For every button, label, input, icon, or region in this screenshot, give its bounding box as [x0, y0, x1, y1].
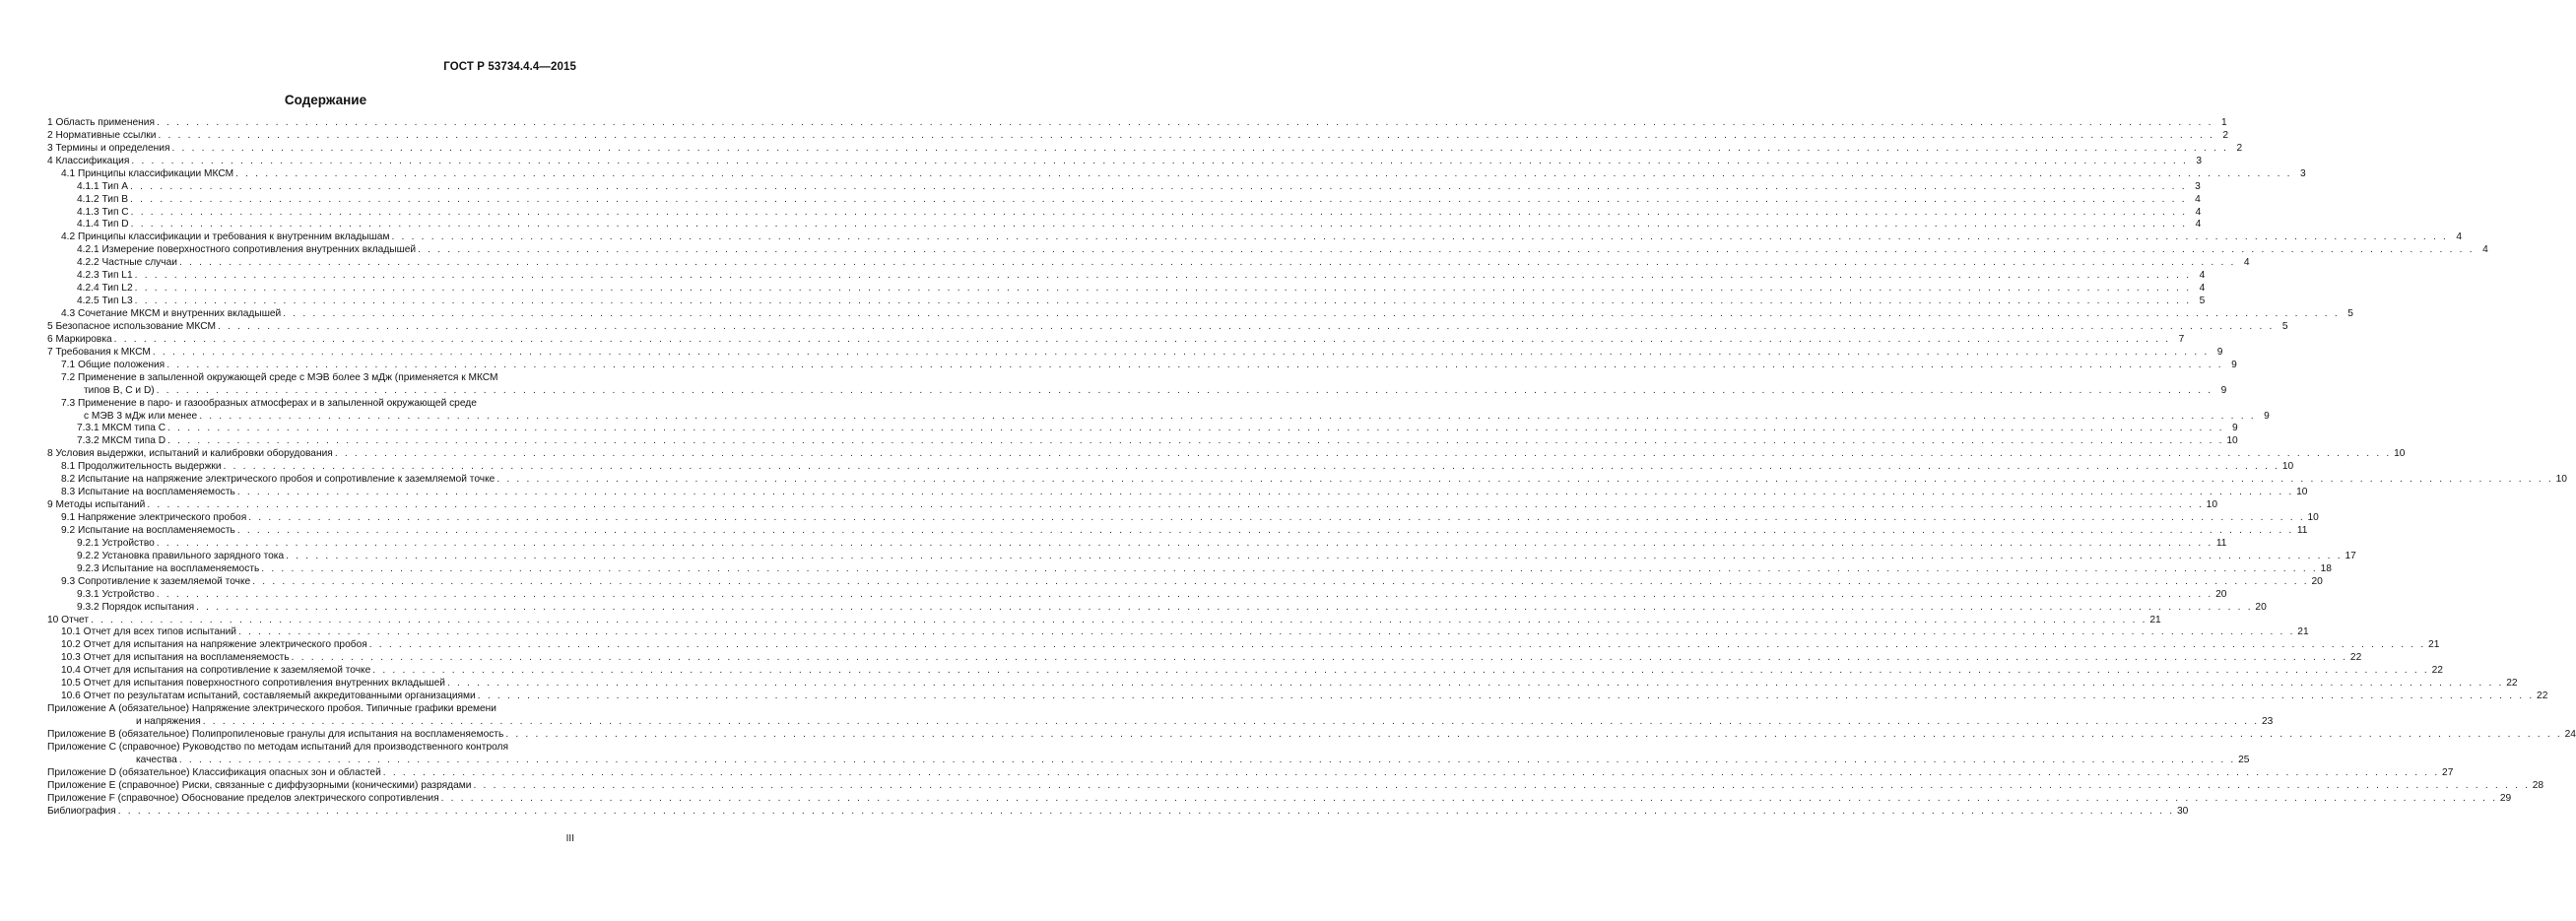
toc-entry-title: 4 Классификация — [47, 155, 130, 166]
toc-entry-title: 8.2 Испытание на напряжение электрического пробоя и сопротивление к заземляемой точке — [61, 474, 495, 486]
toc-entry-title: 9.2.1 Устройство — [77, 537, 155, 549]
toc-entry-page: 4 — [2195, 219, 2202, 230]
toc-leader-dots — [179, 257, 2236, 269]
page-title: Содержание — [284, 93, 367, 107]
toc-entry — [47, 410, 2270, 423]
toc-entry — [47, 307, 2353, 320]
toc-entry-title: 4.1.1 Тип А — [77, 180, 129, 192]
toc-entry — [47, 243, 2488, 256]
toc-entry — [47, 562, 2332, 575]
toc-entry-title: 10.3 Отчет для испытания на воспламеняемость — [61, 652, 290, 664]
document-standard-number: ГОСТ Р 53734.4.4—2015 — [443, 61, 576, 73]
toc-entry-title: Приложение D (обязательное) Классификация опасных зон и областей — [47, 766, 381, 778]
toc-entry-page: 4 — [2456, 231, 2463, 243]
toc-entry — [47, 320, 2288, 333]
toc-entry-title: Приложение А (обязательное) Напряжение электрического пробоя. Типичные графики времени — [47, 703, 496, 715]
toc-entry-title: 4.2.3 Тип L1 — [77, 270, 133, 282]
toc-entry — [47, 129, 2229, 142]
toc-entry — [47, 741, 575, 754]
toc-entry — [47, 702, 575, 715]
toc-leader-dots — [235, 168, 2292, 180]
toc-entry-page: 21 — [2149, 614, 2161, 625]
toc-entry-title: 4.2 Принципы классификации и требования к внутренним вкладышам — [61, 231, 390, 243]
toc-entry-page: 27 — [2442, 766, 2454, 778]
toc-leader-dots — [283, 308, 2340, 320]
toc-leader-dots — [418, 244, 2475, 256]
toc-leader-dots — [335, 448, 2392, 460]
toc-entry-title: 9.2.3 Испытание на воспламеняемость — [77, 562, 260, 574]
toc-entry — [47, 677, 2518, 690]
toc-entry-title: 9.1 Напряжение электрического пробоя — [61, 512, 247, 523]
toc-entry-page: 10 — [2307, 512, 2319, 523]
toc-entry — [47, 282, 2206, 295]
toc-entry-title: 10.1 Отчет для всех типов испытаний — [61, 626, 237, 638]
toc-entry-title: 3 Термины и определения — [47, 142, 170, 154]
toc-entry-title: 10.2 Отчет для испытания на напряжение электрического пробоя — [61, 639, 367, 651]
toc-entry-title: 9.3.2 Порядок испытания — [77, 601, 195, 613]
toc-entry-title: 9.3.1 Устройство — [77, 588, 155, 600]
toc-entry-page: 28 — [2532, 779, 2544, 791]
toc-entry — [47, 715, 2274, 728]
toc-entry-page: 3 — [2196, 155, 2203, 166]
toc-entry-page: 25 — [2238, 754, 2250, 765]
toc-entry-page: 2 — [2222, 129, 2229, 141]
toc-entry — [47, 690, 2548, 702]
toc-leader-dots — [158, 130, 2214, 142]
table-of-contents — [47, 116, 2576, 818]
toc-entry-title: 4.1 Принципы классификации МКСМ — [61, 167, 234, 179]
toc-entry-title: качества — [136, 754, 177, 765]
toc-leader-dots — [292, 652, 2348, 664]
toc-entry-page: 9 — [2231, 359, 2237, 370]
toc-entry-title: 9 Методы испытаний — [47, 499, 146, 511]
toc-leader-dots — [261, 563, 2318, 575]
toc-leader-dots — [248, 512, 2305, 524]
toc-entry — [47, 460, 2294, 473]
toc-leader-dots — [237, 487, 2294, 498]
toc-entry-page: 10 — [2226, 435, 2238, 447]
toc-entry-title: 4.2.5 Тип L3 — [77, 296, 133, 307]
toc-entry-page: 10 — [2394, 448, 2406, 460]
toc-leader-dots — [286, 551, 2343, 562]
toc-entry-page: 3 — [2195, 180, 2201, 192]
toc-entry-page: 2 — [2236, 142, 2243, 154]
toc-entry — [47, 537, 2227, 550]
toc-entry-page: 9 — [2220, 384, 2227, 396]
toc-entry-page: 7 — [2178, 333, 2185, 345]
toc-entry — [47, 779, 2544, 792]
toc-leader-dots — [196, 602, 2253, 614]
toc-entry-page: 24 — [2564, 728, 2576, 740]
toc-leader-dots — [153, 347, 2210, 359]
toc-entry-title: 8 Условия выдержки, испытаний и калибровки оборудования — [47, 448, 333, 460]
toc-entry-page: 23 — [2262, 716, 2274, 727]
toc-entry-page: 18 — [2320, 562, 2332, 574]
toc-entry — [47, 511, 2319, 524]
toc-entry-title: типов В, С и D) — [84, 384, 155, 396]
toc-entry-title: 9.2 Испытание на воспламеняемость — [61, 524, 235, 536]
toc-entry — [47, 447, 2406, 460]
toc-entry-page: 4 — [2199, 270, 2206, 282]
toc-entry — [47, 371, 575, 384]
toc-entry-title: 4.2.4 Тип L2 — [77, 283, 133, 295]
toc-entry — [47, 167, 2306, 180]
toc-leader-dots — [167, 423, 2224, 434]
toc-entry-page: 9 — [2264, 410, 2270, 422]
toc-entry-title: 10 Отчет — [47, 614, 90, 625]
toc-leader-dots — [135, 283, 2192, 295]
toc-entry — [47, 626, 2309, 639]
toc-entry-page: 4 — [2195, 193, 2201, 205]
toc-entry — [47, 524, 2308, 537]
toc-leader-dots — [147, 499, 2204, 511]
toc-entry-page: 4 — [2199, 283, 2206, 295]
toc-entry — [47, 588, 2227, 601]
toc-entry-page: 29 — [2499, 792, 2512, 804]
toc-entry-title: 7.3.1 МКСМ типа С — [77, 423, 166, 434]
toc-entry — [47, 486, 2308, 498]
toc-leader-dots — [135, 296, 2192, 307]
toc-entry-title: 8.1 Продолжительность выдержки — [61, 461, 222, 473]
toc-leader-dots — [157, 385, 2213, 397]
toc-entry — [47, 397, 575, 410]
toc-entry — [47, 116, 2227, 129]
toc-entry — [47, 601, 2267, 614]
toc-entry-title: Приложение В (обязательное) Полипропиленовые гранулы для испытания на воспламеняемость — [47, 728, 504, 740]
toc-entry — [47, 754, 2250, 766]
toc-leader-dots — [130, 194, 2187, 206]
toc-entry-title: Приложение С (справочное) Руководство по методам испытаний для производственного контроля — [47, 741, 509, 753]
toc-entry-page: 4 — [2482, 244, 2488, 256]
toc-entry-page: 17 — [2345, 550, 2356, 561]
toc-entry — [47, 180, 2201, 193]
toc-leader-dots — [237, 525, 2294, 537]
toc-leader-dots — [167, 435, 2224, 447]
toc-leader-dots — [131, 156, 2188, 167]
toc-leader-dots — [131, 219, 2188, 230]
toc-entry-title: 7.2 Применение в запыленной окружающей среде с МЭВ более 3 мДж (применяется к МКСМ — [61, 371, 498, 383]
toc-leader-dots — [203, 716, 2260, 728]
toc-entry-page: 20 — [2311, 575, 2323, 587]
toc-entry — [47, 473, 2567, 486]
toc-entry — [47, 550, 2356, 562]
toc-leader-dots — [383, 767, 2440, 779]
toc-entry — [47, 269, 2206, 282]
toc-entry-title: 4.2.2 Частные случаи — [77, 257, 177, 269]
toc-entry-title: Приложение F (справочное) Обоснование пределов электрического сопротивления — [47, 792, 439, 804]
toc-entry — [47, 206, 2202, 219]
toc-entry-title: 4.1.4 Тип D — [77, 219, 129, 230]
toc-leader-dots — [447, 678, 2504, 690]
toc-entry — [47, 193, 2201, 206]
toc-entry-page: 20 — [2215, 588, 2227, 600]
toc-entry-title: 5 Безопасное использование МКСМ — [47, 320, 216, 332]
toc-entry-page: 11 — [2296, 524, 2308, 536]
toc-entry-page: 22 — [2431, 665, 2443, 677]
toc-entry-title: и напряжения — [136, 716, 201, 727]
toc-entry — [47, 384, 2227, 397]
toc-leader-dots — [157, 117, 2213, 129]
toc-entry-title: Библиография — [47, 805, 116, 817]
toc-leader-dots — [505, 729, 2562, 741]
toc-leader-dots — [118, 806, 2175, 818]
toc-entry-page: 20 — [2255, 601, 2267, 613]
toc-entry — [47, 728, 2576, 741]
toc-leader-dots — [478, 691, 2535, 702]
toc-entry-page: 10 — [2555, 474, 2567, 486]
toc-leader-dots — [157, 589, 2213, 601]
toc-entry-title: 7 Требования к МКСМ — [47, 346, 151, 358]
toc-entry-page: 21 — [2297, 626, 2309, 638]
toc-leader-dots — [218, 321, 2275, 333]
toc-entry-title: 4.1.3 Тип С — [77, 206, 129, 218]
toc-entry-page: 10 — [2206, 499, 2217, 511]
toc-leader-dots — [114, 334, 2171, 346]
toc-entry-title: 7.1 Общие положения — [61, 359, 165, 370]
toc-entry-title: 9.2.2 Установка правильного зарядного тока — [77, 550, 285, 561]
toc-entry-title: 1 Область применения — [47, 116, 155, 128]
toc-leader-dots — [372, 665, 2429, 677]
toc-leader-dots — [179, 755, 2236, 766]
toc-entry — [47, 333, 2185, 346]
toc-leader-dots — [224, 461, 2280, 473]
toc-entry — [47, 792, 2512, 805]
toc-leader-dots — [199, 411, 2256, 423]
toc-entry — [47, 614, 2161, 626]
toc-leader-dots — [252, 576, 2309, 588]
toc-entry — [47, 766, 2454, 779]
toc-entry-title: 8.3 Испытание на воспламеняемость — [61, 487, 235, 498]
toc-entry — [47, 295, 2206, 307]
toc-entry — [47, 498, 2217, 511]
toc-leader-dots — [238, 626, 2295, 638]
toc-entry-page: 22 — [2349, 652, 2362, 664]
toc-entry — [47, 219, 2202, 231]
toc-leader-dots — [391, 231, 2448, 243]
toc-entry-page: 11 — [2215, 537, 2227, 549]
toc-entry-title: 4.1.2 Тип В — [77, 193, 129, 205]
toc-entry-page: 1 — [2220, 116, 2227, 128]
toc-leader-dots — [166, 360, 2223, 371]
toc-entry-title: 7.3.2 МКСМ типа D — [77, 435, 166, 447]
toc-entry-title: с МЭВ 3 мДж или менее — [84, 410, 198, 422]
toc-entry-title: 7.3 Применение в паро- и газообразных атмосферах и в запыленной окружающей среде — [61, 397, 477, 409]
toc-entry-page: 5 — [2199, 296, 2206, 307]
toc-entry-title: 10.5 Отчет для испытания поверхностного сопротивления внутренних вкладышей — [61, 678, 445, 690]
toc-leader-dots — [157, 538, 2213, 550]
toc-entry — [47, 346, 2223, 359]
toc-leader-dots — [171, 143, 2228, 155]
toc-entry-title: 4.3 Сочетание МКСМ и внутренних вкладышей — [61, 308, 282, 319]
toc-entry-page: 4 — [2243, 257, 2250, 269]
toc-entry-page: 10 — [2281, 461, 2294, 473]
toc-entry-title: Приложение Е (справочное) Риски, связанные с диффузорными (коническими) разрядами — [47, 779, 472, 791]
toc-entry-page: 9 — [2232, 423, 2238, 434]
toc-entry — [47, 664, 2443, 677]
toc-entry-title: 9.3 Сопротивление к заземляемой точке — [61, 575, 251, 587]
toc-entry — [47, 230, 2463, 243]
toc-entry-page: 21 — [2428, 639, 2440, 651]
toc-entry — [47, 638, 2440, 651]
toc-entry-title: 10.6 Отчет по результатам испытаний, составляемый аккредитованными организациями — [61, 691, 476, 702]
toc-entry-title: 2 Нормативные ссылки — [47, 129, 157, 141]
toc-entry — [47, 359, 2237, 371]
toc-entry-page: 30 — [2176, 805, 2189, 817]
toc-leader-dots — [135, 270, 2192, 282]
toc-entry-title: 10.4 Отчет для испытания на сопротивление к заземляемой точке — [61, 665, 371, 677]
toc-entry — [47, 155, 2203, 167]
toc-entry-page: 22 — [2537, 691, 2548, 702]
toc-leader-dots — [473, 780, 2530, 792]
toc-leader-dots — [91, 615, 2147, 626]
toc-entry — [47, 256, 2250, 269]
toc-entry-page: 4 — [2195, 206, 2202, 218]
toc-entry — [47, 805, 2189, 818]
toc-entry-page: 5 — [2347, 308, 2353, 319]
toc-entry — [47, 142, 2243, 155]
toc-entry-page: 3 — [2300, 167, 2306, 179]
toc-entry — [47, 434, 2238, 447]
toc-entry-page: 22 — [2506, 678, 2518, 690]
toc-entry — [47, 575, 2323, 588]
toc-entry-title: 6 Маркировка — [47, 333, 112, 345]
toc-leader-dots — [369, 639, 2426, 651]
toc-entry-title: 4.2.1 Измерение поверхностного сопротивления внутренних вкладышей — [77, 244, 417, 256]
toc-entry-page: 9 — [2216, 346, 2223, 358]
toc-entry-page: 5 — [2281, 320, 2288, 332]
page-number: III — [565, 833, 574, 844]
toc-entry — [47, 651, 2362, 664]
toc-entry-page: 10 — [2296, 487, 2308, 498]
toc-leader-dots — [131, 207, 2188, 219]
toc-entry — [47, 423, 2238, 435]
toc-leader-dots — [130, 181, 2187, 193]
toc-leader-dots — [441, 793, 2498, 805]
toc-leader-dots — [496, 474, 2553, 486]
